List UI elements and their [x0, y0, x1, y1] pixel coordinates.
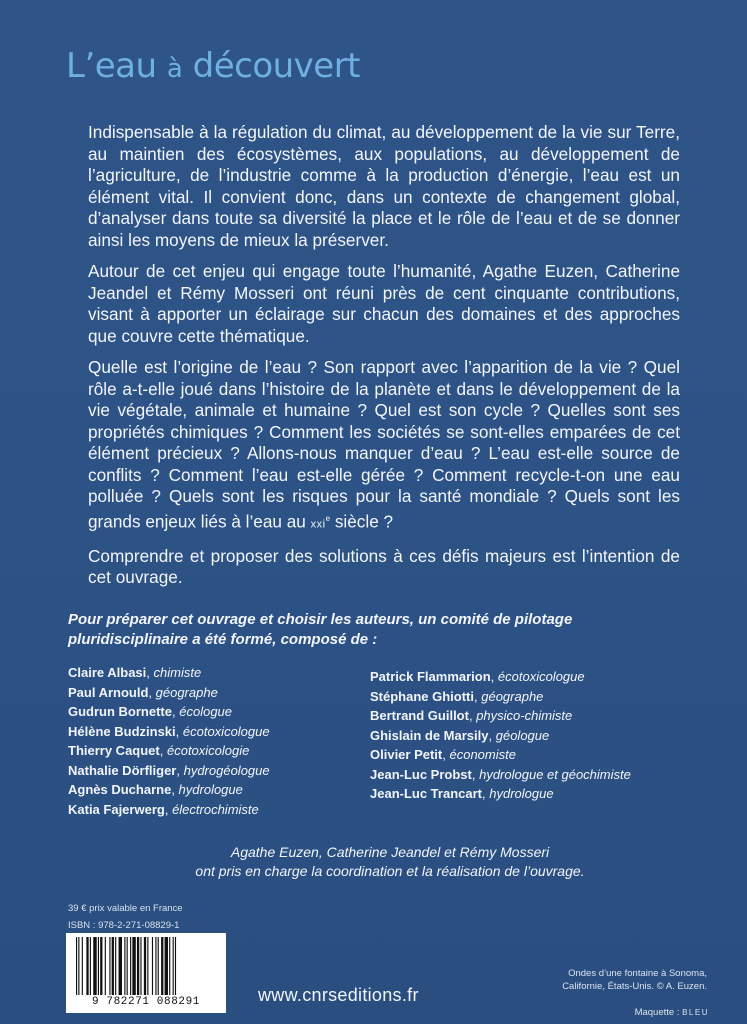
member-name: Claire Albasi — [68, 665, 147, 680]
price-text: 39 € prix valable en France — [68, 903, 183, 914]
photo-credit — [562, 967, 707, 993]
century-sup: e — [325, 513, 331, 523]
page-title — [66, 46, 360, 86]
paragraph-3-end: siècle ? — [334, 511, 394, 532]
barcode-bar — [112, 937, 114, 995]
paragraph-1: Indispensable à la régulation du climat, au développement de la vie sur Terre, au maintien des écosystèmes, aux populations, au développement de l’agriculture, de l’industrie comme à la production d’énergie, l’eau est un élément vital. Il convient donc, dans un contexte de changement global, d’analyser dans toute sa diversité la place et le rôle de l’eau et de se donner ainsi les moyens de mieux la préserver. — [88, 122, 680, 250]
paragraph-3 — [88, 357, 680, 536]
committee-member: Paul Arnould, géographe — [68, 684, 218, 700]
member-role: électrochimiste — [172, 801, 259, 817]
committee-member: Jean-Luc Trancart, hydrologue — [370, 786, 554, 801]
body-text — [88, 122, 680, 599]
member-role: écologue — [179, 704, 233, 719]
member-name: Olivier Petit — [370, 747, 443, 762]
barcode-bar — [82, 937, 83, 995]
barcode-bar — [152, 937, 153, 995]
member-role: économiste — [449, 747, 516, 762]
member-role: hydrologue — [178, 782, 243, 797]
committee-member: Gudrun Bornette, écologue — [68, 704, 233, 719]
member-role: géologue — [495, 727, 550, 743]
member-role: chimiste — [153, 665, 202, 680]
publisher-url[interactable]: www.cnrseditions.fr — [258, 985, 419, 1005]
committee-member: Thierry Caquet, écotoxicologie — [68, 743, 250, 758]
committee-member: Bertrand Guillot, physico-chimiste — [370, 708, 573, 723]
committee-list-right — [370, 667, 631, 804]
member-role: hydrogéologue — [183, 762, 270, 778]
barcode-bar — [158, 937, 159, 995]
member-name: Katia Fajerwerg — [68, 801, 165, 817]
barcode-bar — [130, 937, 131, 995]
barcode-bar — [169, 937, 170, 995]
barcode-digits: 9 782271 088291 — [91, 996, 201, 1008]
barcode-bar — [175, 937, 176, 995]
committee-member: Patrick Flammarion, écotoxicologue — [370, 669, 585, 684]
maquette-label: Maquette : — [634, 1007, 680, 1018]
committee-member: Ghislain de Marsily, géologue — [370, 727, 550, 743]
title-part-1: L’eau — [66, 46, 157, 86]
title-part-2: à — [166, 54, 183, 84]
member-name: Nathalie Dörfliger — [68, 762, 177, 778]
committee-member: Olivier Petit, économiste — [370, 747, 516, 762]
barcode-bar — [140, 937, 141, 995]
barcode-bar — [98, 937, 99, 995]
barcode-bar — [144, 937, 146, 995]
member-name: Jean-Luc Trancart — [370, 786, 482, 801]
member-name: Bertrand Guillot — [370, 708, 469, 723]
coordination-line-2: ont pris en charge la coordination et la réalisation de l’ouvrage. — [195, 863, 585, 879]
member-role: physico-chimiste — [476, 708, 573, 723]
member-role: géographe — [155, 684, 218, 700]
price-block — [68, 900, 183, 934]
century-label: xxi — [310, 518, 326, 531]
barcode-bar — [109, 937, 110, 995]
committee-member: Agnès Ducharne, hydrologue — [68, 782, 243, 797]
barcode-bar — [105, 937, 106, 995]
member-name: Patrick Flammarion — [370, 669, 491, 684]
photo-credit-line-1: Ondes d’une fontaine à Sonoma, — [568, 968, 707, 979]
barcode-bar — [165, 937, 168, 995]
barcode-bar — [147, 937, 148, 995]
coordination-line-1: Agathe Euzen, Catherine Jeandel et Rémy Mosseri — [230, 844, 550, 860]
maquette-brand: BLEU — [682, 1008, 709, 1017]
barcode-bar — [78, 937, 79, 995]
barcode-bar — [132, 937, 135, 995]
barcode-bar — [119, 937, 122, 995]
committee-list-left — [68, 663, 270, 819]
title-part-3: découvert — [192, 46, 361, 86]
maquette-credit — [635, 1007, 709, 1018]
member-role: hydrologue et géochimiste — [479, 766, 631, 782]
isbn-text: ISBN : 978-2-271-08829-1 — [68, 920, 180, 931]
member-name: Hélène Budzinski — [68, 723, 176, 739]
member-name: Jean-Luc Probst — [370, 766, 472, 782]
committee-intro: Pour préparer cet ouvrage et choisir les auteurs, un comité de pilotage pluridisciplinaire a été formé, composé de : — [68, 611, 573, 648]
barcode-bar — [76, 937, 77, 995]
committee-member: Hélène Budzinski, écotoxicologue — [68, 723, 270, 739]
barcode-bar — [137, 937, 139, 995]
committee-member: Jean-Luc Probst, hydrologue et géochimiste — [370, 766, 631, 782]
member-name: Agnès Ducharne — [68, 782, 172, 797]
barcode-bar — [115, 937, 116, 995]
barcode-bar — [124, 937, 125, 995]
committee-member: Claire Albasi, chimiste — [68, 665, 202, 680]
paragraph-4: Comprendre et proposer des solutions à ces défis majeurs est l’intention de cet ouvrage. — [88, 545, 680, 588]
barcode-bars — [74, 937, 218, 995]
barcode-bar — [161, 937, 163, 995]
barcode — [66, 933, 226, 1013]
committee-member: Stéphane Ghiotti, géographe — [370, 688, 544, 704]
photo-credit-line-2: Californie, États-Unis. © A. Euzen. — [562, 981, 707, 992]
coordination-note — [160, 843, 620, 881]
barcode-bar — [90, 937, 91, 995]
paragraph-3-text: Quelle est l’origine de l’eau ? Son rapport avec l’apparition de la vie ? Quel rôle a-t-elle joué dans l’histoire de la planète et dans le développement de la vie végétale, animale et humaine ? Quel est son cycle ? Quelles sont ses propriétés chimiques ? Comment les sociétés se sont-elles emparées de cet élément précieux ? Allons-nous manquer d’eau ? L’eau est-elle source de conflits ? Comment l’eau est-elle gérée ? Comment recycle-t-on une eau polluée ? Quels sont les risques pour la santé mondiale ? Quels sont les grands enjeux liés à l’eau au — [88, 357, 680, 532]
member-role: écotoxicologie — [166, 743, 250, 758]
member-name: Thierry Caquet — [68, 743, 160, 758]
member-role: géographe — [481, 688, 544, 704]
member-name: Ghislain de Marsily — [370, 727, 489, 743]
member-role: hydrologue — [489, 786, 554, 801]
member-role: écotoxicologue — [182, 723, 270, 739]
barcode-bar — [93, 937, 96, 995]
barcode-bar — [127, 937, 128, 995]
barcode-bar — [173, 937, 174, 995]
member-name: Paul Arnould — [68, 684, 149, 700]
barcode-bar — [100, 937, 102, 995]
barcode-bar — [86, 937, 88, 995]
paragraph-2: Autour de cet enjeu qui engage toute l’humanité, Agathe Euzen, Catherine Jeandel et Rémy Mosseri ont réuni près de cent cinquante contributions, visant à apporter un éclairage sur chacun des domaines et des approches que couvre cette thématique. — [88, 261, 680, 346]
committee-member: Nathalie Dörfliger, hydrogéologue — [68, 762, 270, 778]
committee-member: Katia Fajerwerg, électrochimiste — [68, 801, 259, 817]
member-name: Stéphane Ghiotti — [370, 688, 474, 704]
member-role: écotoxicologue — [497, 669, 585, 684]
member-name: Gudrun Bornette — [68, 704, 172, 719]
barcode-bar — [155, 937, 156, 995]
